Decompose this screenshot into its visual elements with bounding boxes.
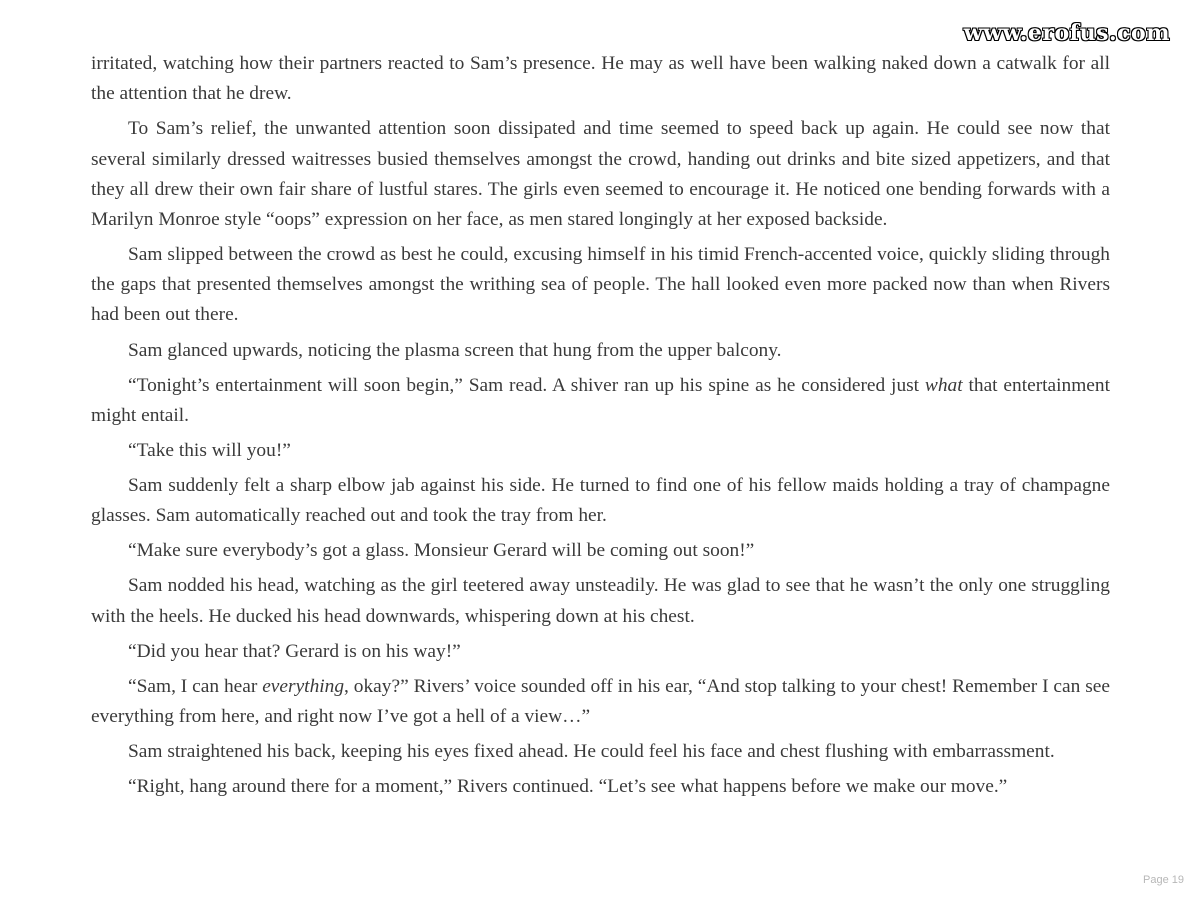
paragraph <box>91 436 1110 466</box>
text-run: To Sam’s relief, the unwanted attention soon dissipated and time seemed to speed back up again. He could see now that several similarly dressed waitresses busied themselves amongst the crowd, handing out drinks and bite sized appetizers, and that they all drew their own fair share of lustful stares. The girls even seemed to encourage it. He noticed one bending forwards with a Marilyn Monroe style “oops” expression on her face, as men stared longingly at her exposed backside. <box>91 118 1110 230</box>
paragraph <box>91 672 1110 732</box>
page-number: Page 19 <box>1143 874 1184 886</box>
text-run: irritated, watching how their partners reacted to Sam’s presence. He may as well have been walking naked down a catwalk for all the attention that he drew. <box>91 53 1110 105</box>
text-run: “Make sure everybody’s got a glass. Monsieur Gerard will be coming out soon!” <box>128 540 755 562</box>
text-run: that entertainment might entail. <box>91 374 1110 426</box>
paragraph <box>91 336 1110 366</box>
text-run: “Right, hang around there for a moment,” Rivers continued. “Let’s see what happens before we make our move.” <box>128 776 1008 798</box>
text-run: Sam nodded his head, watching as the girl teetered away unsteadily. He was glad to see that he wasn’t the only one struggling with the heels. He ducked his head downwards, whispering down at his chest. <box>91 575 1110 627</box>
site-watermark: www.erofus.com <box>963 20 1170 46</box>
paragraph <box>91 536 1110 566</box>
text-run: Sam suddenly felt a sharp elbow jab against his side. He turned to find one of his fellow maids holding a tray of champagne glasses. Sam automatically reached out and took the tray from her. <box>91 474 1110 527</box>
italic-text-run: everything <box>262 675 345 697</box>
paragraph <box>91 114 1110 235</box>
text-run: , okay?” Rivers’ voice sounded off in his ear, “And stop talking to your chest! Remember I can see everything from here, and right now I’ve got a hell of a view…” <box>91 675 1110 727</box>
paragraph <box>91 737 1110 767</box>
paragraph <box>91 571 1110 631</box>
text-run: “Sam, I can hear <box>128 675 263 697</box>
text-run: Sam glanced upwards, noticing the plasma screen that hung from the upper balcony. <box>128 339 782 361</box>
paragraph <box>91 371 1110 431</box>
text-run: “Did you hear that? Gerard is on his way!” <box>128 640 461 662</box>
text-run: Sam straightened his back, keeping his eyes fixed ahead. He could feel his face and chest flushing with embarrassment. <box>128 741 1055 763</box>
paragraph <box>91 772 1110 802</box>
paragraph <box>91 471 1110 531</box>
paragraph <box>91 637 1110 667</box>
body-text <box>91 49 1110 807</box>
text-run: Sam slipped between the crowd as best he could, excusing himself in his timid French-accented voice, quickly sliding through the gaps that presented themselves amongst the writhing sea of people. The hall looked even more packed now than when Rivers had been out there. <box>91 244 1110 326</box>
paragraph <box>91 240 1110 331</box>
text-run: “Take this will you!” <box>128 439 291 461</box>
italic-text-run: what <box>924 374 963 396</box>
text-run: “Tonight’s entertainment will soon begin,” Sam read. A shiver ran up his spine as he considered just <box>128 374 925 396</box>
paragraph <box>91 49 1110 109</box>
